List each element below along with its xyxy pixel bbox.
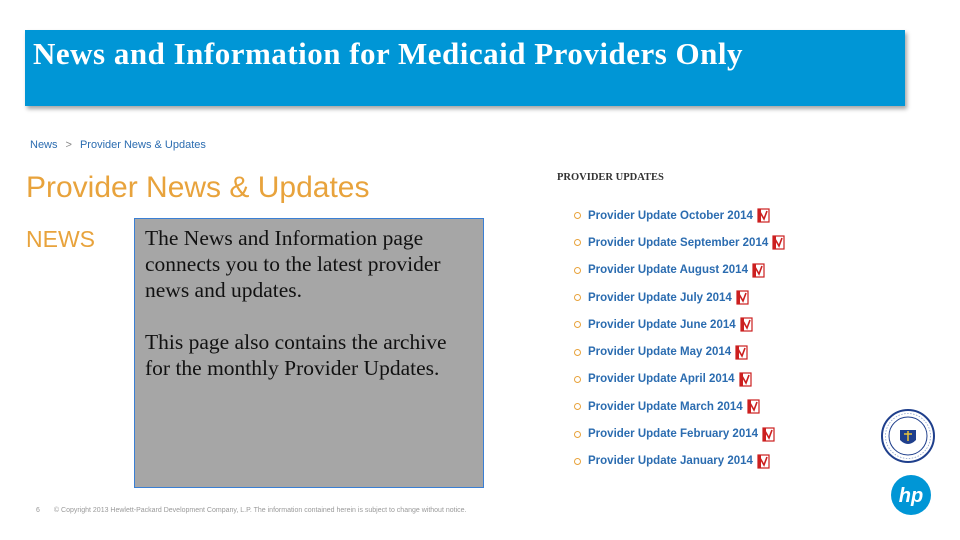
provider-update-link[interactable]: Provider Update February 2014 [588,428,759,441]
circle-bullet-icon [574,431,581,438]
provider-update-item [574,393,786,420]
state-seal-icon [880,408,936,464]
slide-title: News and Information for Medicaid Providers Only [33,36,744,71]
circle-bullet-icon [574,458,581,465]
footer [36,507,466,514]
pdf-icon[interactable] [757,208,771,223]
circle-bullet-icon [574,294,581,301]
circle-bullet-icon [574,267,581,274]
provider-update-link[interactable]: Provider Update March 2014 [588,400,743,413]
circle-bullet-icon [574,403,581,410]
provider-update-link[interactable]: Provider Update June 2014 [588,318,736,331]
callout-paragraph: This page also contains the archive for the monthly Provider Updates. [145,330,447,380]
provider-update-item [574,420,786,447]
provider-update-link[interactable]: Provider Update July 2014 [588,291,732,304]
provider-update-link[interactable]: Provider Update September 2014 [588,236,769,249]
breadcrumb [30,139,206,151]
provider-updates-heading: PROVIDER UPDATES [557,172,664,183]
provider-update-link[interactable]: Provider Update October 2014 [588,209,753,222]
provider-update-item [574,229,786,256]
copyright-text: © Copyright 2013 Hewlett-Packard Development Company, L.P. The information contained herein is subject to change without notice. [53,507,467,514]
circle-bullet-icon [574,321,581,328]
breadcrumb-current[interactable]: Provider News & Updates [79,139,206,151]
pdf-icon[interactable] [752,263,766,278]
breadcrumb-separator: > [65,139,72,151]
pdf-icon[interactable] [747,399,761,414]
pdf-icon[interactable] [772,235,786,250]
pdf-icon[interactable] [739,372,753,387]
provider-update-item [574,311,786,338]
hp-logo [890,474,932,516]
hp-logo-text: hp [898,485,924,507]
circle-bullet-icon [574,239,581,246]
callout-box [134,218,484,488]
provider-update-item [574,257,786,284]
pdf-icon[interactable] [762,427,776,442]
provider-update-item [574,366,786,393]
provider-update-item [574,284,786,311]
circle-bullet-icon [574,349,581,356]
callout-paragraph: The News and Information page connects you to the latest provider news and updates. [145,226,441,302]
provider-update-item [574,202,786,229]
circle-bullet-icon [574,376,581,383]
pdf-icon[interactable] [736,290,750,305]
provider-update-link[interactable]: Provider Update August 2014 [588,264,748,277]
pdf-icon[interactable] [757,454,771,469]
provider-update-link[interactable]: Provider Update May 2014 [588,346,732,359]
breadcrumb-news-link[interactable]: News [30,139,58,151]
provider-update-item [574,338,786,365]
provider-updates-list [574,202,786,475]
provider-update-item [574,448,786,475]
circle-bullet-icon [574,212,581,219]
title-banner [25,30,905,106]
pdf-icon[interactable] [735,345,749,360]
provider-update-link[interactable]: Provider Update April 2014 [588,373,735,386]
pdf-icon[interactable] [740,317,754,332]
provider-update-link[interactable]: Provider Update January 2014 [588,455,753,468]
section-heading-news: NEWS [26,226,95,252]
page-number: 6 [36,507,40,514]
page-heading: Provider News & Updates [26,171,370,204]
